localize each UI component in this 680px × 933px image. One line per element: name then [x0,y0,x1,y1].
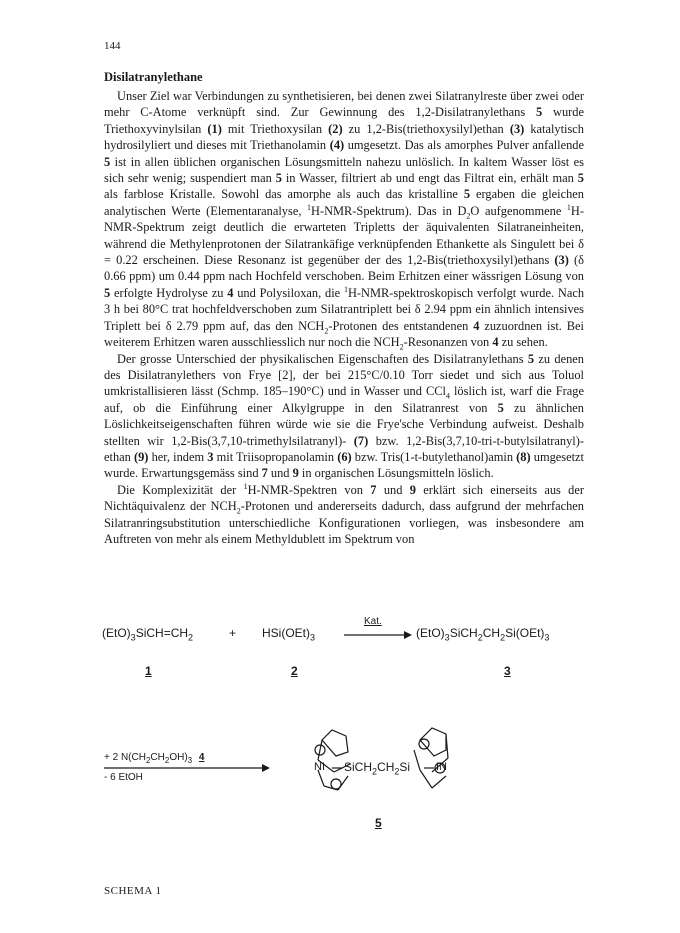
paragraph: Unser Ziel war Verbindungen zu synthetisieren, bei denen zwei Silatranylreste über zwei oder mehr C-Atome verknüpft sind. Zur Gewinnung des 1,2-Disilatranylethans 5 wurde Triethoxyvinylsilan (1) mit Triethoxysilan (2) zu 1,2-Bis(triethoxysilyl)ethan (3) katalytisch hydrosilyliert und dieses mit Triethanolamin (4) umgesetzt. Das als amorphes Pulver anfallende 5 ist in allen üblichen organischen Lösungsmitteln nahezu unlöslich. In kaltem Wasser löst es sich sehr wenig; suspendiert man 5 in Wasser, filtriert ab und engt das Filtrat ein, erhält man 5 als farblose Kristalle. Sowohl das amorphe als auch das kristalline 5 ergaben die gleichen analytischen Werte (Elementaranalyse, $^1$H-NMR-Spektrum). Das in $D_2O$ aufgenommene $^1$H-NMR-Spektrum zeigt deutlich die erwarteten Tripletts der äquivalenten Silatraneinheiten, während die Methylenprotonen der Silatrankäfige verknüpfenden Ethankette als Singulett bei δ = 0.22 erscheinen. Diese Resonanz ist gegenüber der des 1,2-Bis(triethoxysilyl)ethans (3) (δ 0.66 ppm) um 0.44 ppm nach Hochfeld verschoben. Beim Erhitzen einer wässrigen Lösung von 5 erfolgte Hydrolyse zu 4 und Polysiloxan, die $^1$H-NMR-spektroskopisch verfolgt wurde. Nach 3 h bei 80°C trat hochfeldverschoben zum Silatrantriplett bei δ 2.94 ppm ein ähnlich intensives Triplett bei δ 2.79 ppm auf, das den $NCH_2$-Protonen des entstandenen 4 zuzuordnen ist. Bei weiterem Erhitzen waren ausschliesslich nur noch die $NCH_2$-Resonanzen von 4 zu sehen. [104,89,585,352]
plus-sign: + [229,626,237,640]
arrow-head-2 [262,764,270,772]
scheme-drawing [0,600,680,900]
compound-2-formula: $HSi(OEt)_3$ [262,626,316,643]
compound-label-2: 2 [291,664,298,678]
reagent-label-4: 4 [198,752,205,763]
compound-label-5: 5 [375,816,382,830]
nitrogen-atom-left: NI [314,761,325,773]
compound-label-1: 1 [145,664,152,678]
compound-3-formula: $(EtO)_3SiCH_2CH_2Si(OEt)_3$ [416,626,550,643]
paragraph: Der grosse Unterschied der physikalischen Eigenschaften des Disilatranylethans 5 zu denen des Disilatranylethers von Frye [2], der bei 215°C/0.10 Torr siedet und sich aus Toluol umkristallisieren lässt (Schmp. 185–190°C) und in Wasser und CCl$_4$ löslich ist, warf die Frage auf, ob die Einführung einer Alkylgruppe in den Silatranrest von 5 zu ähnlichen Löslichkeitseigenschaften führen würde wie sie die Frye'sche Verbindung aufweist. Deshalb stellten wir 1,2-Bis(3,7,10-trimethylsilatranyl)- (7) bzw. 1,2-Bis(3,7,10-tri-t-butylsilatranyl)-ethan (9) her, indem 3 mit Triisopropanolamin (6) bzw. Tris(1-t-butylethanol)amin (8) umgesetzt wurde. Erwartungsgemäss sind 7 und 9 in organischen Lösungsmitteln löslich. [104,351,585,481]
compound-label-3: 3 [504,664,511,678]
silatrane-cage-right [414,728,448,788]
section-title: Disilatranylethane [104,70,203,84]
byproduct-text: - 6 EtOH [104,772,143,783]
arrow-head-1 [404,631,412,639]
reagent-text: + 2 $N(CH_2CH_2OH)_3$ 4 [104,752,205,765]
scheme-caption: SCHEMA 1 [104,885,162,897]
paragraph: Die Komplexizität der $^1$H-NMR-Spektren von 7 und 9 erklärt sich einerseits aus der Nichtäquivalenz der $NCH_2$-Protonen und andererseits dadurch, dass aufgrund der mehrfachen Silatranringsubstitution unterschiedliche Konfigurationen vorliegen, was insbesondere am Auftreten von mehr als einem Methyldublett im Spektrum von [104,481,585,546]
reaction-scheme [0,600,680,900]
catalyst-label: Kat. [364,616,382,627]
product-5-bridge: $SiCH_2CH_2Si$ [344,760,411,777]
body-text [104,88,584,547]
page-number: 144 [104,40,121,52]
compound-1-formula: $(EtO)_3SiCH=CH_2$ [102,626,194,643]
nitrogen-atom-right: IN [436,761,447,773]
